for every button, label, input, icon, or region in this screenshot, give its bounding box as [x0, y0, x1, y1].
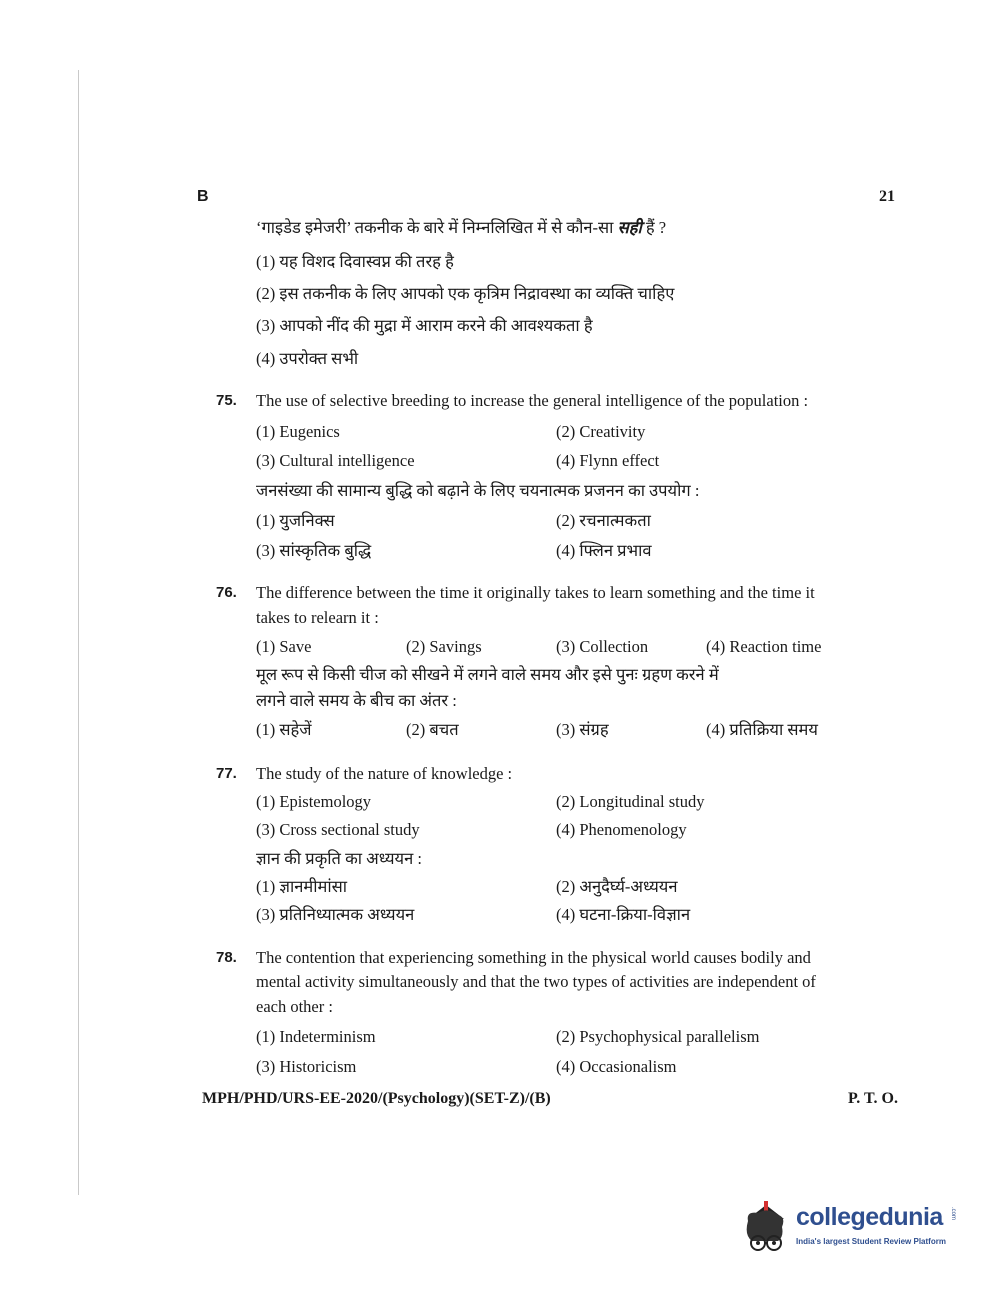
collegedunia-com: .com: [950, 1207, 956, 1221]
q77-option-3-hi: (3) प्रतिनिध्यात्मक अध्ययन: [256, 905, 415, 924]
q75-option-4-hi: (4) फ्लिन प्रभाव: [556, 541, 652, 560]
q76-option-3-hi: (3) संग्रह: [556, 720, 609, 739]
q76-number: 76.: [216, 584, 237, 601]
q76-option-3-en: (3) Collection: [556, 637, 649, 656]
q77-option-4-hi: (4) घटना-क्रिया-विज्ञान: [556, 905, 691, 924]
q76-option-4-hi: (4) प्रतिक्रिया समय: [706, 720, 818, 739]
q77-option-4-en: (4) Phenomenology: [556, 820, 687, 839]
q74-option-1: (1) यह विशद दिवास्वप्न की तरह है: [256, 252, 454, 271]
q75-number: 75.: [216, 392, 237, 409]
q77-option-2-en: (2) Longitudinal study: [556, 792, 705, 811]
q75-hindi-stem: जनसंख्या की सामान्य बुद्धि को बढ़ाने के लिए चयनात्मक प्रजनन का उपयोग :: [256, 481, 700, 500]
collegedunia-tagline: India's largest Student Review Platform: [796, 1237, 946, 1246]
collegedunia-watermark: [738, 1197, 963, 1259]
q77-english-stem: The study of the nature of knowledge :: [256, 764, 513, 783]
q78-english-line-3: each other :: [256, 997, 333, 1016]
q75-english-stem: The use of selective breeding to increase the general intelligence of the population :: [256, 391, 809, 410]
q75-option-2-hi: (2) रचनात्मकता: [556, 511, 651, 530]
q75-option-2-en: (2) Creativity: [556, 422, 646, 441]
q78-option-1-en: (1) Indeterminism: [256, 1027, 376, 1046]
set-letter: B: [197, 188, 209, 205]
q74-option-3: (3) आपको नींद की मुद्रा में आराम करने की आवश्यकता है: [256, 316, 593, 335]
q76-option-2-hi: (2) बचत: [406, 720, 459, 739]
collegedunia-brand: collegedunia: [796, 1203, 943, 1231]
q76-option-1-hi: (1) सहेजें: [256, 720, 312, 739]
q76-option-1-en: (1) Save: [256, 637, 312, 656]
q74-hindi-stem: ‘गाइडेड इमेजरी’ तकनीक के बारे में निम्नलिखित में से कौन-सा सही हैं ?: [256, 218, 667, 237]
q76-english-line-2: takes to relearn it :: [256, 608, 379, 627]
q77-option-3-en: (3) Cross sectional study: [256, 820, 420, 839]
q77-option-1-hi: (1) ज्ञानमीमांसा: [256, 877, 348, 896]
paper-code: MPH/PHD/URS-EE-2020/(Psychology)(SET-Z)/(B): [202, 1090, 551, 1107]
q75-option-1-hi: (1) युजनिक्स: [256, 511, 335, 530]
q76-hindi-line-2: लगने वाले समय के बीच का अंतर :: [256, 691, 457, 710]
q76-hindi-line-1: मूल रूप से किसी चीज को सीखने में लगने वाले समय और इसे पुनः ग्रहण करने में: [256, 665, 719, 684]
scan-margin-rule: [78, 70, 79, 1195]
q78-option-3-en: (3) Historicism: [256, 1057, 357, 1076]
q76-english-line-1: The difference between the time it originally takes to learn something and the time it: [256, 583, 815, 602]
q77-hindi-stem: ज्ञान की प्रकृति का अध्ययन :: [256, 849, 422, 868]
q74-option-2: (2) इस तकनीक के लिए आपको एक कृत्रिम निद्रावस्था का व्यक्ति चाहिए: [256, 284, 675, 303]
q76-option-2-en: (2) Savings: [406, 637, 482, 656]
q78-option-2-en: (2) Psychophysical parallelism: [556, 1027, 760, 1046]
collegedunia-mascot-icon: [738, 1197, 794, 1257]
q77-number: 77.: [216, 765, 237, 782]
q75-option-4-en: (4) Flynn effect: [556, 451, 660, 470]
q76-option-4-en: (4) Reaction time: [706, 637, 822, 656]
please-turn-over: P. T. O.: [848, 1090, 898, 1107]
page-number: 21: [879, 188, 895, 205]
q75-option-3-hi: (3) सांस्कृतिक बुद्धि: [256, 541, 372, 560]
q75-option-1-en: (1) Eugenics: [256, 422, 340, 441]
q77-option-2-hi: (2) अनुदैर्घ्य-अध्ययन: [556, 877, 678, 896]
q78-number: 78.: [216, 949, 237, 966]
q78-english-line-1: The contention that experiencing something in the physical world causes bodily and: [256, 948, 811, 967]
q78-option-4-en: (4) Occasionalism: [556, 1057, 677, 1076]
q77-option-1-en: (1) Epistemology: [256, 792, 372, 811]
q75-option-3-en: (3) Cultural intelligence: [256, 451, 415, 470]
q74-option-4: (4) उपरोक्त सभी: [256, 349, 359, 368]
q78-english-line-2: mental activity simultaneously and that the two types of activities are independent of: [256, 972, 816, 991]
